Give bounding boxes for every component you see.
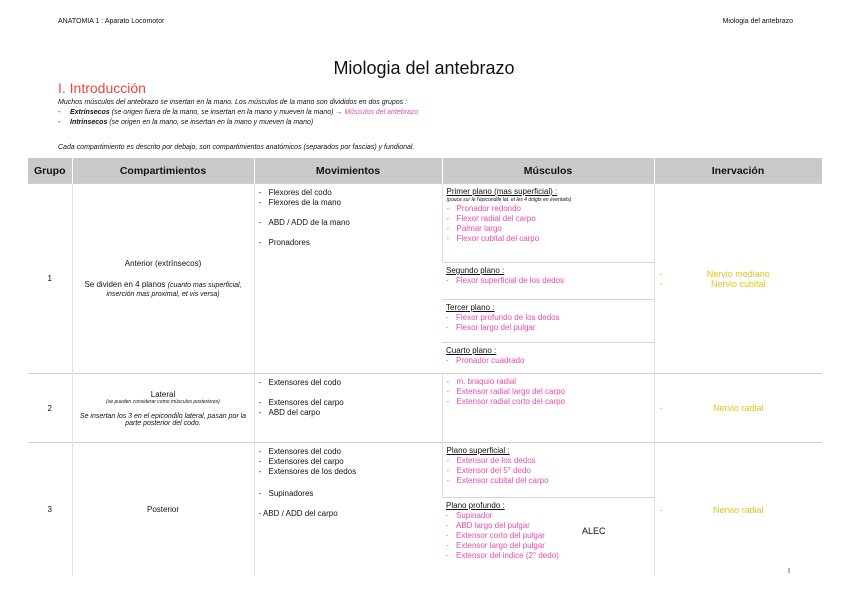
compartment-tiny-note: (se pueden considerar como músculos posteriores) — [106, 398, 220, 405]
list-item: - Extensores del codo — [258, 378, 341, 387]
list-item: - m. braquio radial — [446, 377, 517, 386]
list-item: - ABD del carpo — [258, 408, 321, 417]
list-item: - Extensor largo del pulgar — [446, 541, 545, 550]
compartment-note: Cada compartimiento es descrito por debajo, son compartimientos anatómicos (separados por fascias) y fundional. — [58, 144, 415, 151]
intro-paragraph — [58, 98, 418, 128]
muscles-link[interactable]: Músculos del antebrazo — [344, 109, 419, 116]
list-item: - Palmar largo — [446, 224, 502, 233]
section-heading: I. Introducción — [58, 80, 146, 96]
compartment-desc: Se insertan los 3 en el epicondilo lateral, pasan por la parte posterior del codo. — [79, 412, 247, 427]
list-item: - Flexor superficial de los dedos — [446, 276, 565, 285]
table-row — [28, 184, 822, 263]
table-header-row — [28, 158, 822, 184]
muscles-plane-2: Segundo plano : - Flexor superficial de los dedos — [442, 263, 654, 300]
innervation-cell: - Nervio radial — [654, 443, 822, 577]
col-header-grupo: Grupo — [28, 158, 72, 184]
compartment-title: Lateral — [150, 389, 176, 399]
list-item: - ABD largo del pulgar — [446, 521, 530, 530]
page-marker: I — [788, 568, 790, 575]
table-row — [28, 443, 822, 498]
list-item: - Extensor radial largo del carpo — [446, 387, 566, 396]
col-header-inervacion: Inervación — [654, 158, 822, 184]
compartment-cell — [72, 374, 254, 443]
forearm-muscles-table — [28, 158, 823, 576]
group-number: 3 — [28, 443, 72, 577]
list-item: - Nervio mediano — [659, 268, 770, 279]
list-item: - Extensor del 5° dedo — [446, 466, 531, 475]
list-item: - Pronadores — [258, 238, 310, 247]
compartment-cell — [72, 184, 254, 374]
intro-line: Muchos músculos del antebrazo se insertan en la mano. Los músculos de la mano son divididos en dos grupos : — [58, 99, 408, 106]
compartment-cell — [72, 443, 254, 577]
intro-bullet-extrinsic: - Extrínsecos (se origen fuera de la mano, se insertan en la mano y mueven la mano) → Músculos del antebrazo — [58, 109, 419, 116]
list-item: - Extensores del codo — [258, 447, 341, 456]
list-item: - Pronador redondo — [446, 204, 521, 213]
running-header-right: Miologia del antebrazo — [722, 18, 793, 25]
group-number: 2 — [28, 374, 72, 443]
movements-cell — [254, 374, 442, 443]
list-item: - Flexor profundo de los dedos — [446, 313, 560, 322]
col-header-movimientos: Movimientos — [254, 158, 442, 184]
muscles-plane-deep: Plano profundo : - Supinador - ABD largo del pulgar - Extensor corto del pulgar - Extensor largo del pulgar - Extensor del indice (2° dedo) — [442, 498, 654, 577]
compartment-title: Posterior — [146, 505, 179, 514]
handwritten-annotation: ALEC — [582, 526, 606, 536]
muscles-plane-4: Cuarto plano : - Pronador cuadrado — [442, 343, 654, 374]
list-item: - Supinador — [446, 511, 493, 520]
muscles-cell — [442, 374, 654, 443]
muscles-plane-1: Primer plano (mas superficial) : (pouce sur le l'épicondile lat. et les 4 doigts en éventails) - Pronador redondo - Flexor radial del carpo - Palmar largo - Flexor cubital del carpo — [442, 184, 654, 263]
table-row — [28, 374, 822, 443]
list-item: - Extensor radial corto del carpo — [446, 397, 565, 406]
list-item: - Flexores del codo — [258, 188, 332, 197]
list-item: - Supinadores — [258, 489, 314, 498]
movements-cell — [254, 443, 442, 577]
list-item: - Extensor corto del pulgar — [446, 531, 545, 540]
list-item: - Extensores del carpo — [258, 457, 344, 466]
innervation-cell — [654, 184, 822, 374]
list-item: - Flexor largo del pulgar — [446, 323, 536, 332]
movements-cell — [254, 184, 442, 374]
muscles-plane-superficial: Plano superficial : - Extensor de los dedos - Extensor del 5° dedo - Extensor cubital del carpo — [442, 443, 654, 498]
col-header-musculos: Músculos — [442, 158, 654, 184]
list-item: - Extensores del carpo — [258, 398, 344, 407]
list-item: - Flexor radial del carpo — [446, 214, 536, 223]
list-item: - Flexores de la mano — [258, 198, 341, 207]
list-item: - Flexor cubital del carpo — [446, 234, 540, 243]
list-item: - Extensores de los dedos — [258, 467, 357, 476]
group-number: 1 — [28, 184, 72, 374]
list-item: - Nervio cubital — [659, 278, 766, 289]
compartment-desc: Se dividen en 4 planos (cuanto mas superficial, inserción mas proximal, et vis versa) — [84, 280, 242, 298]
list-item: - Pronador cuadrado — [446, 356, 525, 365]
list-item: - Extensor del indice (2° dedo) — [446, 551, 559, 560]
list-item: - Extensor de los dedos — [446, 456, 536, 465]
muscles-plane-3: Tercer plano : - Flexor profundo de los dedos - Flexor largo del pulgar — [442, 300, 654, 343]
innervation-cell: - Nervio radial — [654, 374, 822, 443]
running-header-left: ANATOMIA 1 : Aparato Locomotor — [58, 18, 165, 25]
list-item: - Extensor cubital del carpo — [446, 476, 549, 485]
intro-bullet-intrinsic: - Intrínsecos (se origen en la mano, se insertan en la mano y mueven la mano) — [58, 119, 314, 126]
list-item: - ABD / ADD del carpo — [258, 509, 338, 518]
list-item: - ABD / ADD de la mano — [258, 218, 350, 227]
col-header-compartimientos: Compartimientos — [72, 158, 254, 184]
page-title: Miologia del antebrazo — [333, 58, 515, 78]
compartment-title: Anterior (extrínsecos) — [124, 259, 202, 268]
